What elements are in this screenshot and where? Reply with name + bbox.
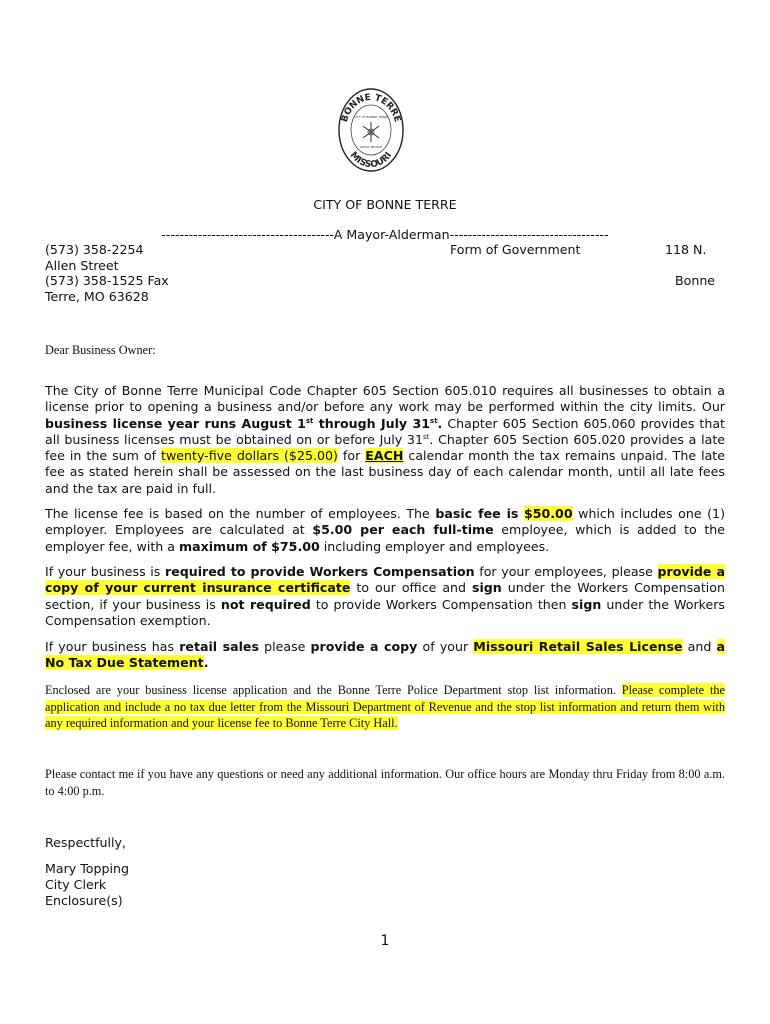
svg-text:BONNE TERRE: BONNE TERRE [339, 92, 403, 124]
closing-respectfully: Respectfully, [45, 835, 126, 850]
fax-number: (573) 358-1525 Fax [45, 273, 169, 288]
paragraph-workers-compensation: If your business is required to provide Workers Compensation for your employees, please provide a copy of your current insurance certificate to our office and sign under the Workers Compensation section, if your business is not required to provide Workers Compensation then sign under the Workers Compensation exemption. [45, 564, 725, 628]
address-city-part2: Terre, MO 63628 [45, 289, 149, 304]
address-city-part1: Bonne [675, 273, 716, 288]
form-of-government: Form of Government [450, 242, 581, 257]
salutation: Dear Business Owner: [45, 343, 156, 357]
city-name-heading: CITY OF BONNE TERRE [313, 197, 457, 212]
paragraph-contact: Please contact me if you have any questions or need any additional information. Our office hours are Monday thru Friday from 8:00 a.m. to 4:00 p.m. [45, 767, 725, 798]
paragraph-retail-sales: If your business has retail sales please provide a copy of your Missouri Retail Sales License and a No Tax Due Statement. [45, 639, 725, 671]
page-number: 1 [380, 933, 390, 949]
signer-title: City Clerk [45, 877, 107, 892]
svg-text:CITY OF BONNE TERRE: CITY OF BONNE TERRE [353, 115, 389, 119]
late-fee-highlight: twenty-five dollars ($25.00) [161, 448, 338, 464]
signer-name: Mary Topping [45, 861, 129, 876]
government-line: --------------------------------------A Mayor-Alderman----------------------------------- [161, 227, 609, 242]
instructions-highlight: Please complete the application and include a no tax due letter from the Missouri Department of Revenue and the stop list information and return them with any required information and your license fee to Bonne Terre City Hall. [45, 683, 725, 730]
svg-text:MISSOURI: MISSOURI [347, 150, 395, 171]
paragraph-license-fee: The license fee is based on the number of employees. The basic fee is $50.00 which includes one (1) employer. Employees are calculated at $5.00 per each full-time employee, which is added to the employer fee, with a maximum of $75.00 including employer and employees. [45, 506, 725, 554]
svg-text:GREAT PEOPLE: GREAT PEOPLE [359, 145, 383, 149]
insurance-certificate-highlight: provide a copy of your current insurance certificate [45, 564, 725, 596]
basic-fee-highlight: $50.00 [523, 506, 573, 521]
city-seal-logo [336, 86, 406, 174]
no-tax-due-highlight: a No Tax Due Statement [45, 639, 725, 671]
address-street-name: Allen Street [45, 258, 119, 273]
enclosure-note: Enclosure(s) [45, 893, 123, 908]
phone-number: (573) 358-2254 [45, 242, 144, 257]
paragraph-enclosures: Enclosed are your business license application and the Bonne Terre Police Department stop list information. Please complete the application and include a no tax due letter from the Missouri Department of Revenue and the stop list information and return them with any required information and your license fee to Bonne Terre City Hall. [45, 683, 725, 730]
paragraph-license-requirements: The City of Bonne Terre Municipal Code Chapter 605 Section 605.010 requires all businesses to obtain a license prior to opening a business and/or before any work may be performed within the city limits. Our business license year runs August 1st through July 31st. Chapter 605 Section 605.060 provides that all business licenses must be obtained on or before July 31st. Chapter 605 Section 605.020 provides a late fee in the sum of twenty-five dollars ($25.00) for EACH calendar month the tax remains unpaid. The late fee as stated herein shall be assessed on the last business day of each calendar month, until all late fees and the tax are paid in full. [45, 383, 726, 496]
address-street-number: 118 N. [665, 242, 707, 257]
retail-license-highlight: Missouri Retail Sales License [473, 639, 683, 654]
